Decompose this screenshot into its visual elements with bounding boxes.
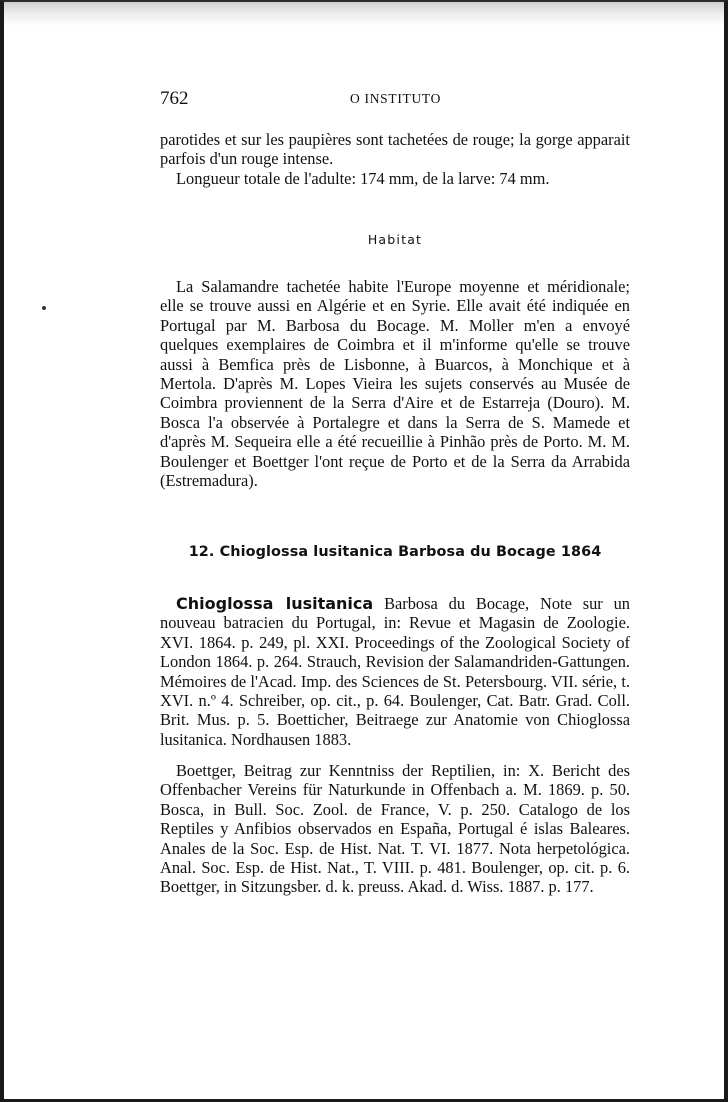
measurement-line: Longueur totale de l'adulte: 174 mm, de la larve: 74 mm. [176, 169, 550, 188]
references-paragraph-2 [160, 761, 630, 897]
references-text-2: Boettger, Beitrag zur Kenntniss der Reptilien, in: X. Bericht des Offenbacher Vereins für Naturkunde in Offenbach a. M. 1869. p. 50. Bosca, in Bull. Soc. Zool. de France, V. p. 250. Catalogo de los Reptiles y Anfibios observados en España, Portugal é islas Baleares. Anales de la Soc. Esp. de Hist. Nat. T. VI. 1877. Nota herpetológica. Anal. Soc. Esp. de Hist. Nat., T. VIII. p. 481. Boulenger, op. cit. p. 6. Boettger, in Sitzungsber. d. k. preuss. Akad. d. Wiss. 1887. p. 177. [160, 761, 630, 897]
continuation-text: parotides et sur les paupières sont tachetées de rouge; la gorge apparait parfois d'un rouge intense. [160, 130, 630, 169]
section-heading: 12. Chioglossa lusitanica Barbosa du Bocage 1864 [188, 544, 602, 560]
habitat-text: La Salamandre tachetée habite l'Europe moyenne et méridionale; elle se trouve aussi en Algérie et en Syrie. Elle avait été indiquée en Portugal par M. Barbosa du Bocage. M. Moller m'en a envoyé quelques exemplaires de Coimbra et il m'informe qu'elle se trouve aussi à Bemfica près de Lisbonne, à Buarcos, à Monchique et à Mertola. D'après M. Lopes Vieira les sujets conservés au Musée de Coimbra proviennent de la Serra d'Aire et de Estarreja (Douro). M. Bosca l'a observée à Portalegre et dans la Serra de S. Mamede et d'après M. Sequeira elle a été recueillie à Pinhão près de Porto. M. M. Boulenger et Boettger l'ont reçue de Porto et de la Serra da Arrabida (Estremadura). [160, 277, 630, 491]
scan-top-shadow [4, 2, 724, 26]
page-header [160, 88, 630, 112]
references-text-1 [160, 594, 630, 749]
habitat-heading: Habitat [367, 232, 423, 247]
continuation-paragraph [160, 130, 630, 169]
references-body-1: Barbosa du Bocage, Note sur un nouveau batracien du Portugal, in: Revue et Magasin de Zoologie. XVI. 1864. p. 249, pl. XXI. Proceedings of the Zoological Society of London 1864. p. 264. Strauch, Revision der Salamandriden-Gattungen. Mémoires de l'Acad. Imp. des Sciences de St. Petersbourg. VII. série, t. XVI. n.º 4. Schreiber, op. cit., p. 64. Boulenger, Cat. Batr. Grad. Coll. Brit. Mus. p. 5. Boetticher, Beitraege zur Anatomie von Chioglossa lusitanica. Nordhausen 1883. [160, 594, 630, 749]
species-name: Chioglossa lusitanica [176, 594, 374, 613]
habitat-paragraph [160, 277, 630, 490]
page-number: 762 [160, 88, 189, 109]
running-head: O INSTITUTO [350, 91, 442, 106]
references-paragraph-1 [160, 594, 630, 749]
margin-mark [42, 306, 46, 310]
